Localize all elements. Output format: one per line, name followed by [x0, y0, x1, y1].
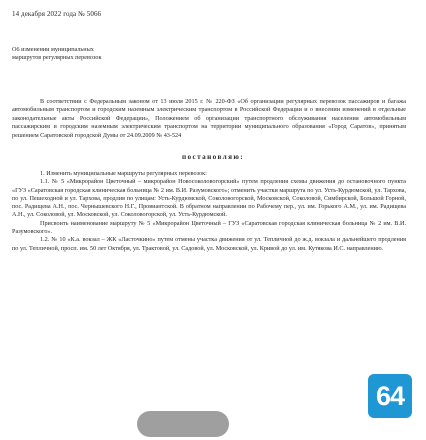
- body-paragraph-4: 1.2. № 10 «К.а. вокзал – ЖК «Ласточкино» путем отмены участка движения от ул. Тепличной до ж.д. вокзала и дальнейшего продления по ул. Тепличной, просп. им. 50 лет Октября, ул. Трактовой, ул. Садовой, ул. Московской, ул. Кривой до ул. им. Кутякова И.С. направлению.: [12, 236, 406, 252]
- subject-line-1: О6 изменении муниципальных: [12, 46, 94, 53]
- subject-line-2: маршрутов регулярных перевозок: [12, 54, 102, 61]
- decree-heading: постановляю:: [181, 153, 245, 161]
- document-date-number: 14 декабря 2022 года № 5066: [12, 10, 102, 18]
- preamble-paragraph: [12, 98, 406, 140]
- preamble-text: В соответствии с Федеральным законом от 13 июля 2015 г. № 220-ФЗ «Об организации регулярных перевозок пассажиров и багажа автомобильным транспортом и городским наземным электрическим транспортом в Российской Федерации и о внесении изменений в отдельные законодательные акты Российской Федерации», Положением об организации транспортного обслуживания населения автомобильным пассажирским и городским наземным электрическим транспортом на территории муниципального образования «Город Саратов», принятым решением Саратовской городской Думы от 24.09.2009 № 43-524: [12, 98, 406, 139]
- document-body: [12, 170, 406, 253]
- body-paragraph-1: 1. Изменить муниципальные маршруты регулярных перевозок:: [40, 170, 207, 177]
- body-paragraph-3: Присвоить наименование маршруту № 5 «Микрорайон Цветочный – ГУЗ «Саратовская городская клиническая больница № 2 им. В.И. Разумовского».: [12, 219, 406, 236]
- site-badge-logo[interactable]: 64: [368, 374, 412, 418]
- body-paragraph-2: 1.1. № 5 «Микрорайон Цветочный – микрорайон Новосоколовогорский» путем продления схемы движения до остановочного пункта «ГУЗ «Саратовская городская клиническая больница № 2 им. В.И. Разумовского»; отменить участки маршрута по ул. Усть-Курдюмской, ул. Тархова, по ул. Пешеходной и ул. Тархова, продлив по улицам: Усть-Курдюмской, Соколовогорской, Московской, Соколовой, Симбирской, Большой Горной, пос. Радищева А.Н., пос. Чернышевского Н.Г., Провиантской. В обратном направлении по Рабочему пер., ул. им. Горького А.М., ул. им. Радищева А.Н., ул. Соколовой, ул. Московской, ул. Соколовогорской, ул. Усть-Курдюмской.: [12, 178, 406, 219]
- overlay-pill-button[interactable]: [137, 411, 229, 437]
- document-subject: [12, 46, 132, 62]
